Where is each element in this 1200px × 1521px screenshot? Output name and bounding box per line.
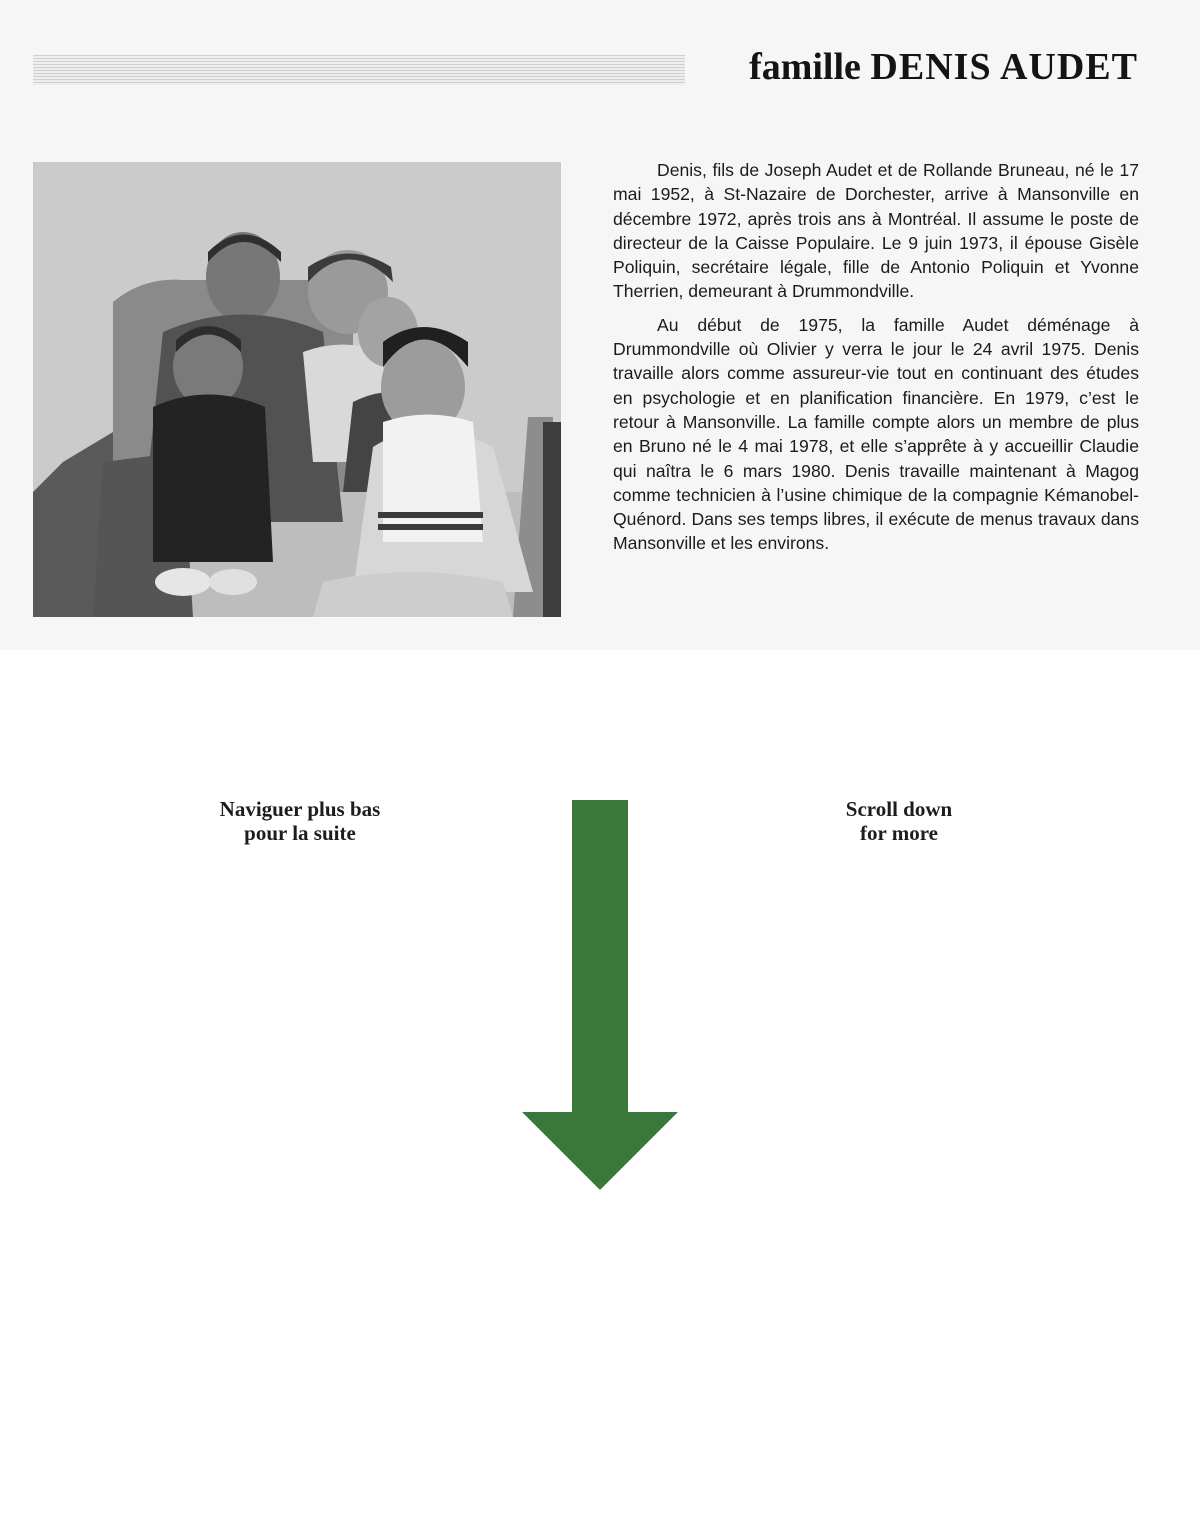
family-photo bbox=[33, 162, 561, 617]
scroll-hint-english-line-2: for more bbox=[860, 821, 938, 845]
article-text bbox=[613, 158, 1139, 565]
arrow-shaft bbox=[572, 800, 628, 1114]
scroll-hint-french bbox=[150, 797, 450, 845]
scroll-hint-french-line-1: Naviguer plus bas bbox=[219, 797, 381, 821]
scroll-hint-english-line-1: Scroll down bbox=[845, 797, 953, 821]
title-rule bbox=[33, 55, 685, 85]
scroll-hint-english bbox=[749, 797, 1049, 845]
title-name: DENIS AUDET bbox=[870, 46, 1138, 88]
arrow-down-icon[interactable] bbox=[522, 800, 678, 1190]
page-title bbox=[749, 42, 1138, 92]
family-photo-graphic bbox=[33, 162, 561, 617]
paragraph-2: Au début de 1975, la famille Audet déménage à Drummondville où Olivier y verra le jour le 24 avril 1975. Denis travaille alors comme assureur-vie tout en continuant des études en psychologie et en planification financière. En 1979, c’est le retour à Mansonville. La famille compte alors un membre de plus en Bruno né le 4 mai 1978, et elle s’apprête à y accueillir Claudie qui naîtra le 6 mars 1980. Denis travaille maintenant à Magog comme technicien à l’usine chimique de la compagnie Kémanobel-Quénord. Dans ses temps libres, il exécute de menus travaux dans Mansonville et les environs. bbox=[613, 314, 1139, 554]
scanned-page bbox=[0, 0, 1200, 650]
arrow-head bbox=[522, 1112, 678, 1190]
title-prefix: famille bbox=[749, 46, 861, 88]
scroll-hint-french-line-2: pour la suite bbox=[244, 821, 356, 845]
paragraph-1: Denis, fils de Joseph Audet et de Rollande Bruneau, né le 17 mai 1952, à St-Nazaire de Dorchester, arrive à Mansonville en décembre 1972, après trois ans à Montréal. Il assume le poste de directeur de la Caisse Populaire. Le 9 juin 1973, il épouse Gisèle Poliquin, secrétaire légale, fille de Antonio Poliquin et Yvonne Therrien, demeurant à Drummondville. bbox=[613, 160, 1139, 302]
